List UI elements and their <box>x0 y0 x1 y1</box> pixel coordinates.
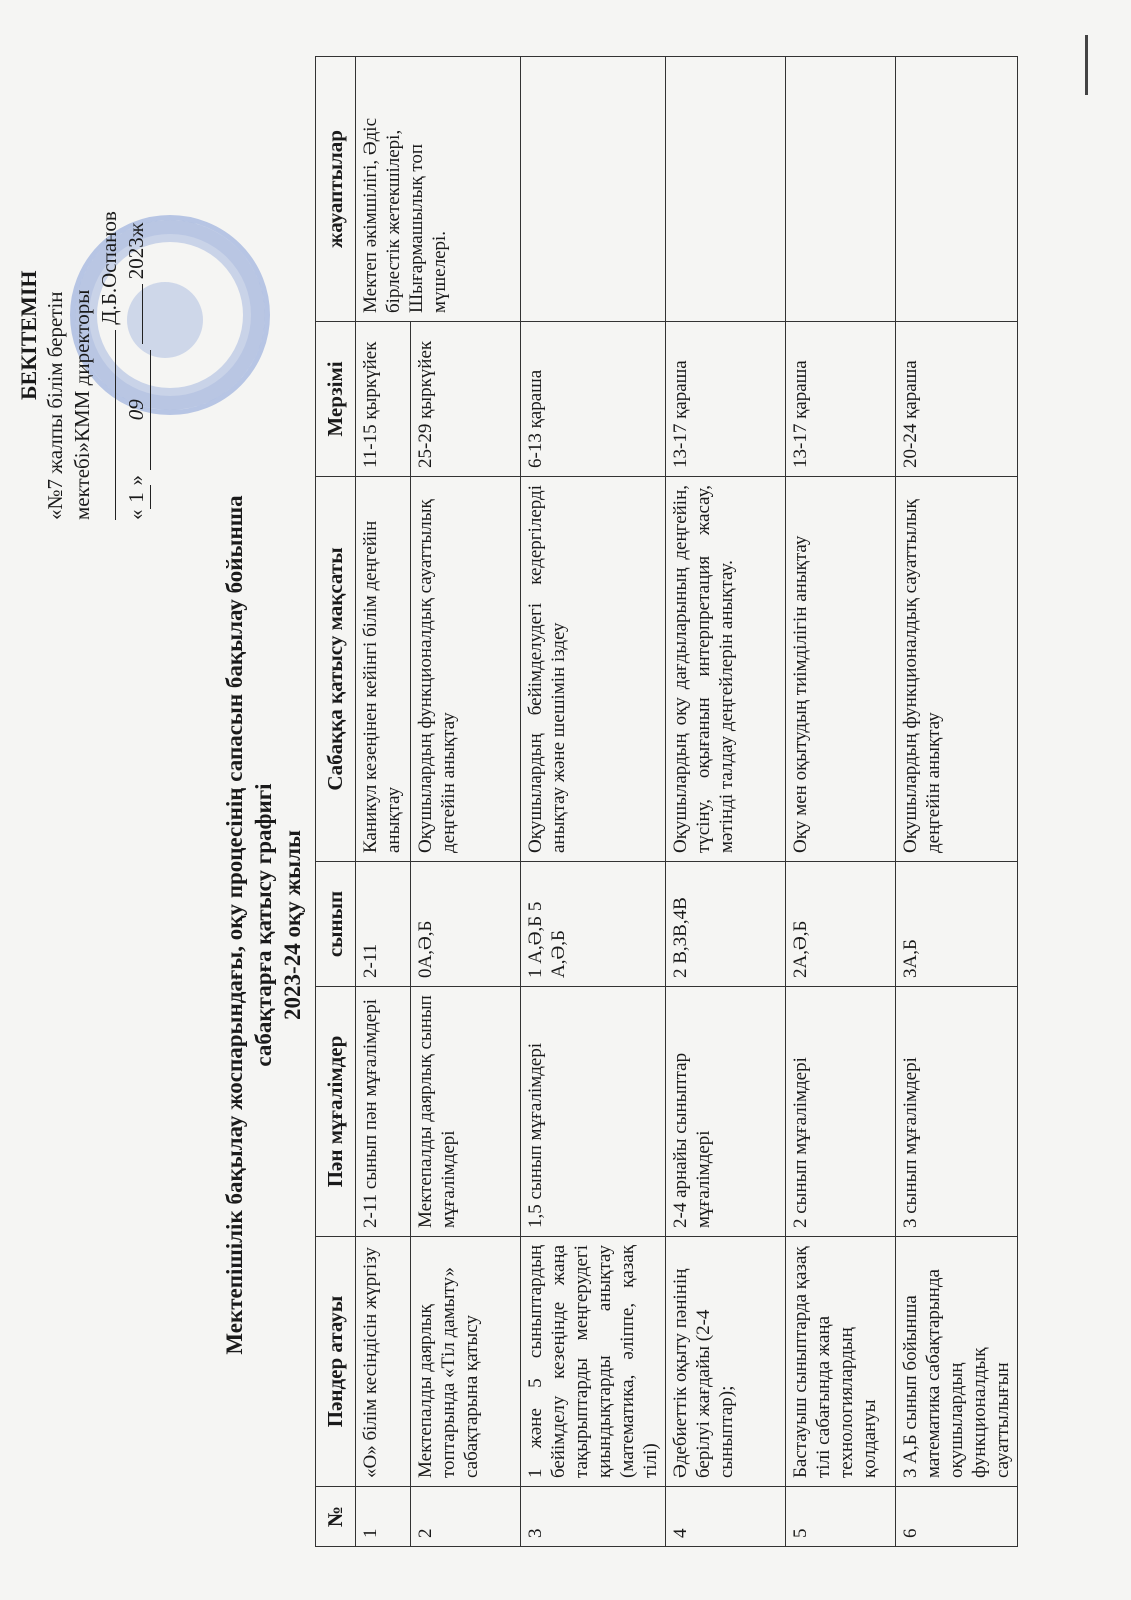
approval-heading: БЕКІТЕМІН <box>16 270 41 400</box>
approval-line-1: «№7 жалпы білім беретін <box>43 291 67 520</box>
row-num: 6 <box>896 1487 1018 1547</box>
row-term: 6-13 қараша <box>521 322 666 477</box>
document-title <box>220 375 307 1475</box>
row-goal: Оқушылардың функционалдық сауаттылық деңгейін анықтау <box>411 477 521 862</box>
row-term: 13-17 қараша <box>786 322 896 477</box>
header-class: сынып <box>316 862 356 987</box>
row-teachers: 3 сынып мұғалімдері <box>896 987 1018 1237</box>
director-name: Д.Б.Оспанов <box>97 211 121 325</box>
row-responsible-empty <box>786 57 896 322</box>
date-day: 1 <box>123 486 151 510</box>
header-responsible: жауаптылар <box>316 57 356 322</box>
row-num: 2 <box>411 1487 521 1547</box>
row-class: 2А,Ә,Б <box>786 862 896 987</box>
header-goal: Сабаққа қатысу мақсаты <box>316 477 356 862</box>
row-goal: Оқу мен оқытудың тиімділігін анықтау <box>786 477 896 862</box>
row-subject: Мектепалды даярлық топтарында «Тіл дамыту» сабақтарына қатысу <box>411 1237 521 1487</box>
row-class: 2-11 <box>356 862 411 987</box>
header-num: № <box>316 1487 356 1547</box>
row-responsible-empty <box>666 57 786 322</box>
header-subject: Пәндер атауы <box>316 1237 356 1487</box>
row-term: 25-29 қыркүйек <box>411 322 521 477</box>
approval-block <box>15 90 151 520</box>
row-teachers: 2-11 сынып пән мұғалімдері <box>356 987 411 1237</box>
row-num: 1 <box>356 1487 411 1547</box>
row-subject: Әдебиеттік оқыту пәнінің берілуі жағдайы (2-4 сыныптар); <box>666 1237 786 1487</box>
row-term: 20-24 қараша <box>896 322 1018 477</box>
title-line-1: Мектепішілік бақылау жоспарындағы, оқу процесінің сапасын бақылау бойынша <box>222 495 247 1355</box>
row-subject: 3 А,Б сынып бойынша математика сабақтарында оқушылардың функционалдық сауаттылығын <box>896 1237 1018 1487</box>
table-row <box>896 57 1018 1547</box>
row-responsible-empty <box>896 57 1018 322</box>
row-num: 5 <box>786 1487 896 1547</box>
row-subject: 1 және 5 сыныптардың бейімделу кезеңінде жаңа тақырыптарды меңгерудегі қиындықтарды анықтау (математика, әліппе, қазақ тілі) <box>521 1237 666 1487</box>
row-class: 3А,Б <box>896 862 1018 987</box>
row-teachers: 2-4 арнайы сыныптар мұғалімдері <box>666 987 786 1237</box>
row-teachers: 2 сынып мұғалімдері <box>786 987 896 1237</box>
header-term: Мерзімі <box>316 322 356 477</box>
row-num: 4 <box>666 1487 786 1547</box>
date-month: 09 <box>123 350 151 470</box>
signature-blank <box>97 330 116 520</box>
row-subject: Бастауыш сыныптарда қазақ тілі сабағында жаңа технологиялардың қолдануы <box>786 1237 896 1487</box>
row-goal: Оқушылардың функционалдық сауаттылық деңгейін анықтау <box>896 477 1018 862</box>
date-blank <box>142 285 143 345</box>
approval-date: «1» 09 2023ж <box>123 90 151 520</box>
row-teachers: Мектепалды даярлық сынып мұғалімдері <box>411 987 521 1237</box>
schedule-table <box>315 56 1018 1547</box>
rotated-page <box>10 35 1110 1595</box>
row-teachers: 1,5 сынып мұғалімдері <box>521 987 666 1237</box>
row-responsible: Мектеп әкімшілігі, Әдіс бірлестік жетекшілері, Шығармашылық топ мүшелері. <box>356 57 521 322</box>
scan-mark <box>1085 35 1088 95</box>
row-term: 13-17 қараша <box>666 322 786 477</box>
row-goal: Каникул кезеңінен кейінгі білім деңгейін анықтау <box>356 477 411 862</box>
signature-line <box>96 90 123 520</box>
title-line-2: сабақтарға қатысу графигі <box>251 783 276 1067</box>
row-class: 0А,Ә,Б <box>411 862 521 987</box>
row-class: 2 В,3В,4В <box>666 862 786 987</box>
row-subject: «О» білім кесіндісін жүргізу <box>356 1237 411 1487</box>
table-row <box>356 57 411 1547</box>
row-num: 3 <box>521 1487 666 1547</box>
row-term: 11-15 қыркүйек <box>356 322 411 477</box>
row-goal: Оқушылардың оқу дағдыларының деңгейін, түсіну, оқығанын интерпретация жасау, мәтінді талдау деңгейлерін анықтау. <box>666 477 786 862</box>
header-teachers: Пән мұғалімдер <box>316 987 356 1237</box>
row-class: 1 А,Ә,Б 5 А,Ә,Б <box>521 862 666 987</box>
date-year: 2023ж <box>124 222 148 280</box>
table-row <box>521 57 666 1547</box>
row-responsible-empty <box>521 57 666 322</box>
title-line-3: 2023-24 оқу жылы <box>280 830 305 1020</box>
table-header-row <box>316 57 356 1547</box>
approval-line-2: мектебі»КММ директоры <box>70 289 94 520</box>
table-row <box>786 57 896 1547</box>
row-goal: Оқушылардың бейімделудегі кедергілерді анықтау және шешімін іздеу <box>521 477 666 862</box>
table-row <box>666 57 786 1547</box>
